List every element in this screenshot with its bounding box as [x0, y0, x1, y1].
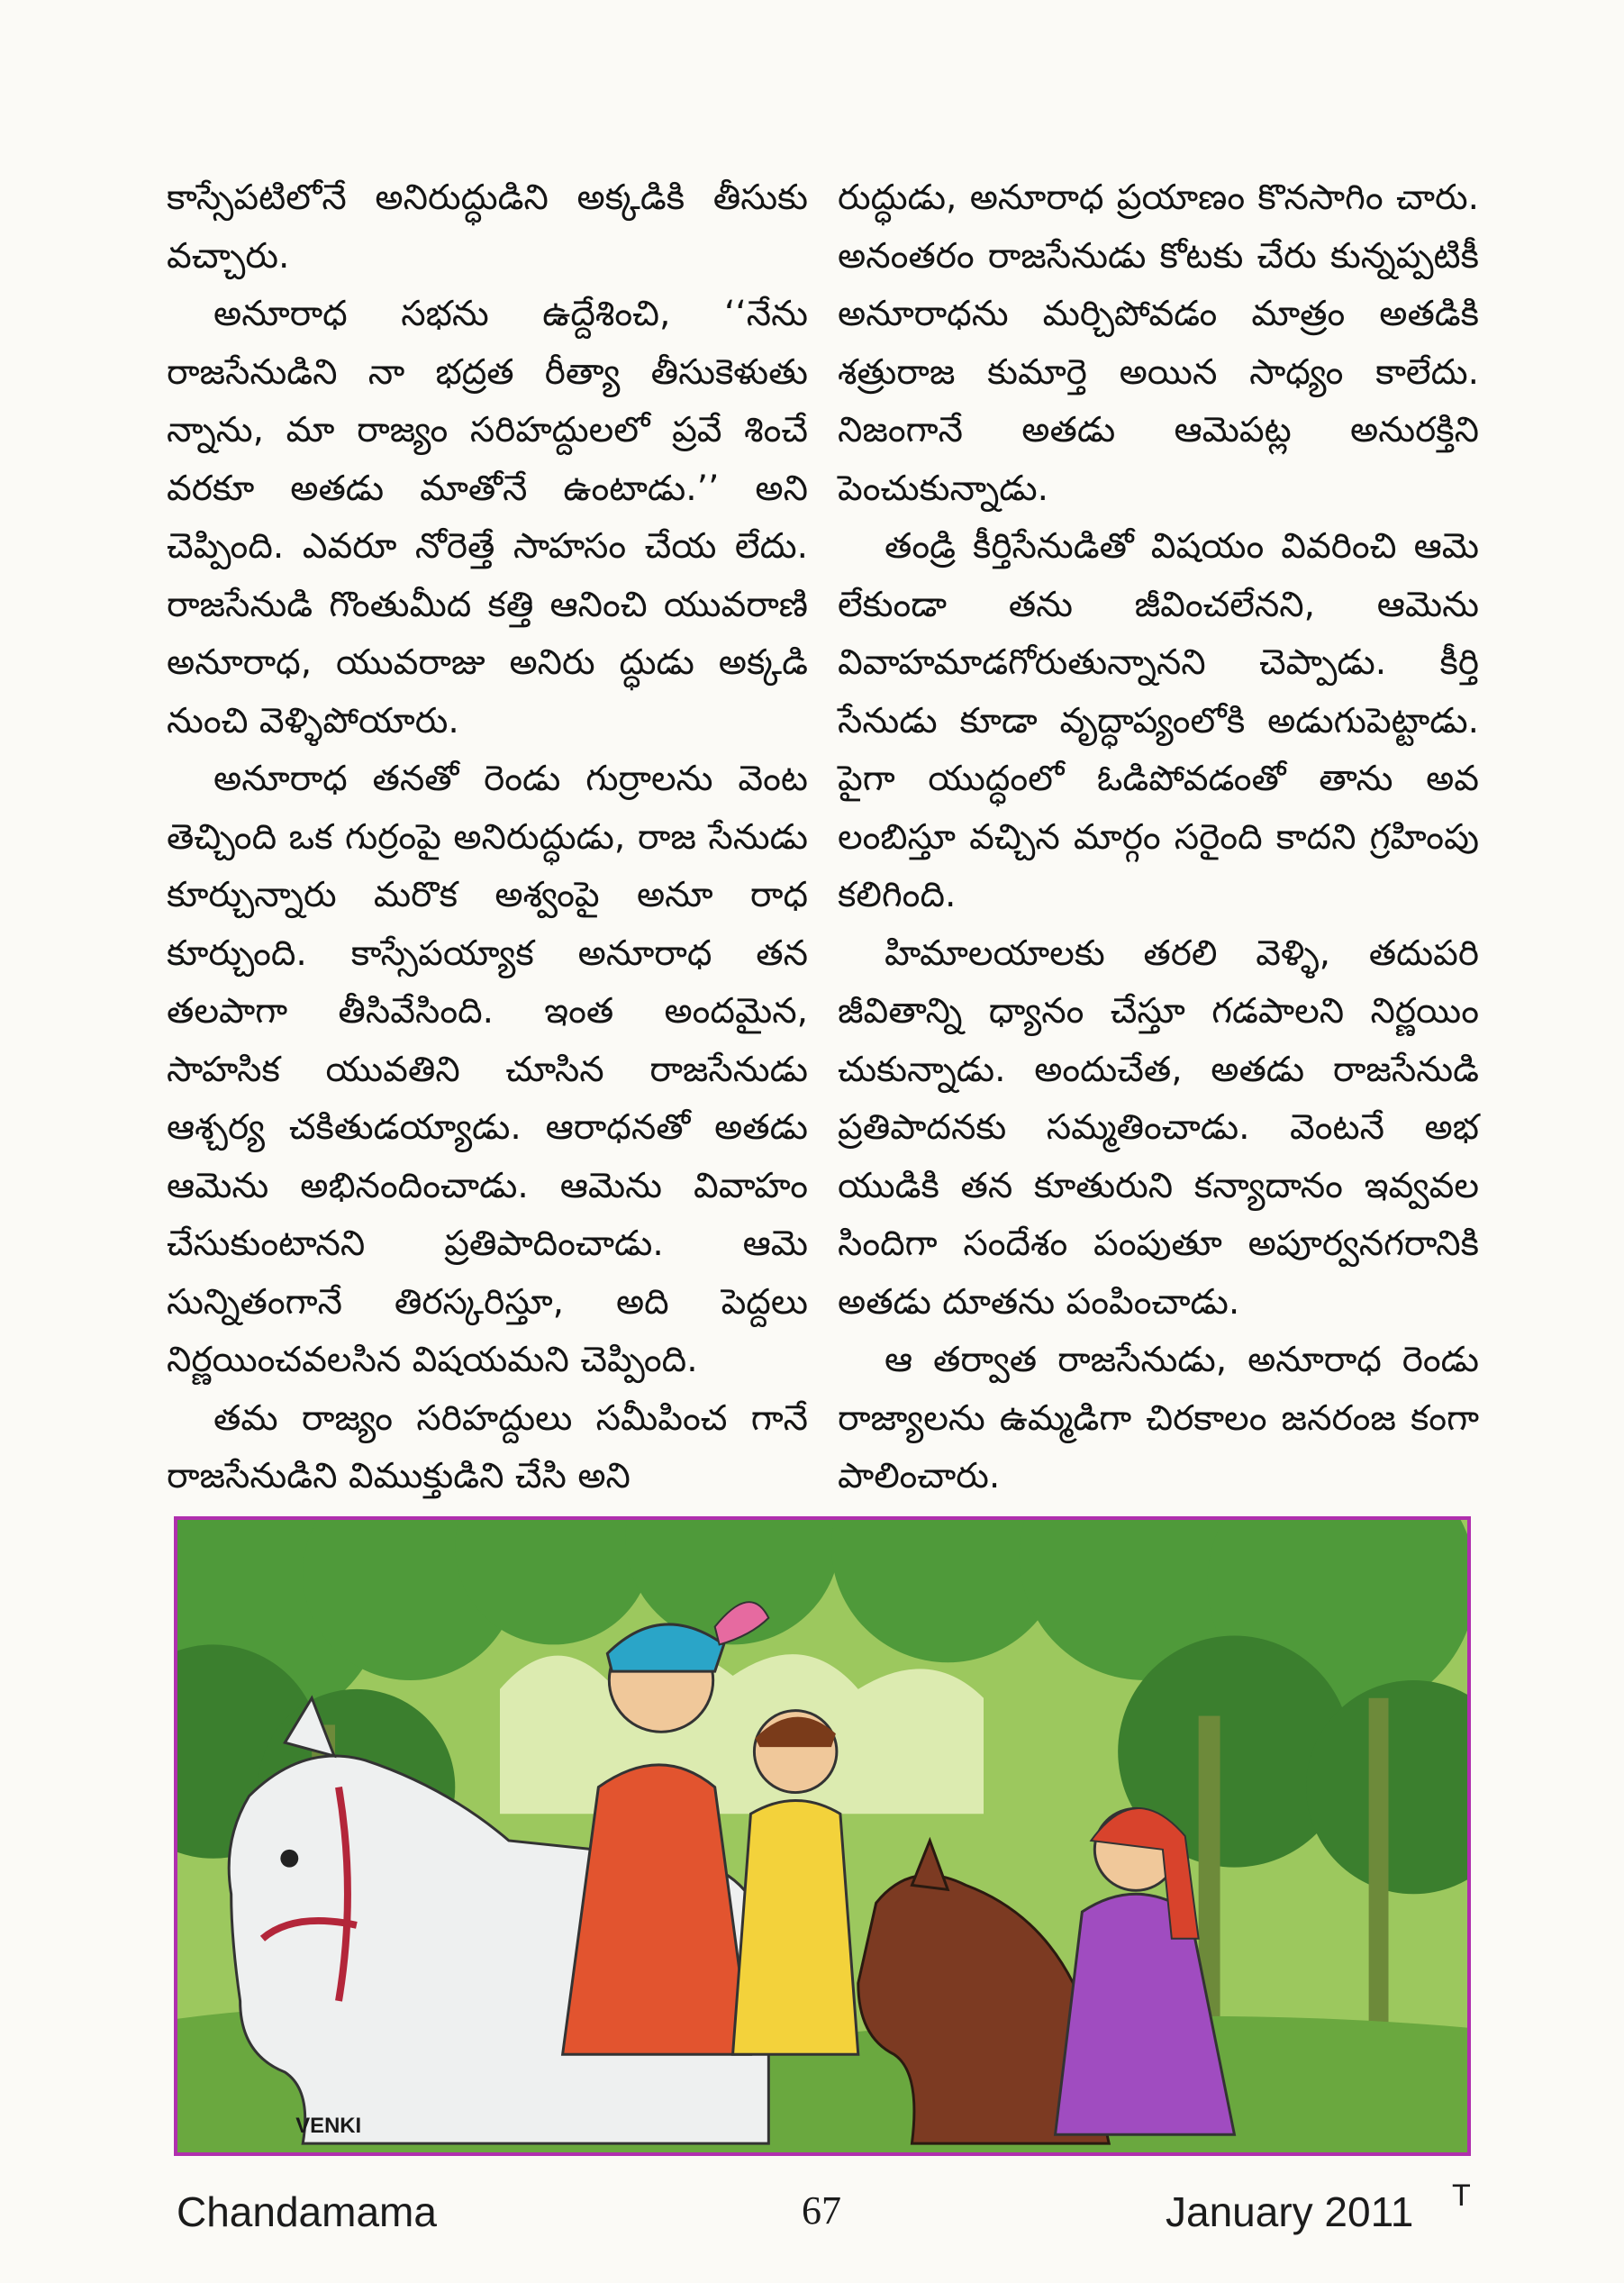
paragraph: తండ్రి కీర్తిసేనుడితో విషయం వివరించి ఆమె లేకుండా తను జీవించలేనని, ఆమెను వివాహమాడగోరుతున్నానని చెప్పాడు. కీర్తి సేనుడు కూడా వృద్ధాప్యంలోకి అడుగుపెట్టాడు. పైగా యుద్ధంలో ఓడిపోవడంతో తాను అవ లంబిస్తూ వచ్చిన మార్గం సరైంది కాదని గ్రహింపు కలిగింది.: [838, 526, 1479, 915]
horse-riders-illustration: [177, 1520, 1467, 2152]
paragraph: అనూరాధ తనతో రెండు గుర్రాలను వెంట తెచ్చింది ఒక గుర్రంపై అనిరుద్ధుడు, రాజ సేనుడు కూర్చున్నారు మరొక అశ్వంపై అనూ రాధ కూర్చుంది. కాస్సేపయ్యాక అనూరాధ తన తలపాగా తీసివేసింది. ఇంత అందమైన, సాహసిక యువతిని చూసిన రాజసేనుడు ఆశ్చర్య చకితుడయ్యాడు. ఆరాధనతో అతడు ఆమెను అభినందించాడు. ఆమెను వివాహం చేసుకుంటానని ప్రతిపాదించాడు. ఆమె సున్నితంగానే తిరస్కరిస్తూ, అది పెద్దలు నిర్ణయించవలసిన విషయమని చెప్పింది.: [167, 759, 808, 1380]
page-number: 67: [802, 2188, 841, 2233]
right-text-column: [838, 169, 1479, 1506]
left-text-column: [167, 169, 808, 1506]
artist-signature: VENKI: [295, 2114, 362, 2139]
corner-mark: T: [1452, 2178, 1471, 2213]
paragraph: కాస్సేపటిలోనే అనిరుద్ధుడిని అక్కడికి తీసుకు వచ్చారు.: [167, 177, 808, 277]
paragraph: రుద్ధుడు, అనూరాధ ప్రయాణం కొనసాగిం చారు. అనంతరం రాజసేనుడు కోటకు చేరు కున్నప్పటికీ అనూరాధను మర్చిపోవడం మాత్రం అతడికి శత్రురాజ కుమార్తె అయిన సాధ్యం కాలేదు. నిజంగానే అతడు ఆమెపట్ల అనురక్తిని పెంచుకున్నాడు.: [838, 177, 1479, 509]
story-illustration: [174, 1516, 1471, 2156]
issue-date: January 2011: [1166, 2188, 1414, 2235]
paragraph: హిమాలయాలకు తరలి వెళ్ళి, తదుపరి జీవితాన్ని ధ్యానం చేస్తూ గడపాలని నిర్ణయిం చుకున్నాడు. అందుచేత, అతడు రాజసేనుడి ప్రతిపాదనకు సమ్మతించాడు. వెంటనే అభ యుడికి తన కూతురుని కన్యాదానం ఇవ్వవల సిందిగా సందేశం పంపుతూ అపూర్వనగరానికి అతడు దూతను పంపించాడు.: [838, 932, 1479, 1323]
paragraph: ఆ తర్వాత రాజసేనుడు, అనూరాధ రెండు రాజ్యాలను ఉమ్మడిగా చిరకాలం జనరంజ కంగా పాలించారు.: [838, 1340, 1479, 1496]
paragraph: అనూరాధ సభను ఉద్దేశించి, ‘‘నేను రాజసేనుడిని నా భద్రత రీత్యా తీసుకెళుతు న్నాను, మా రాజ్యం సరిహద్దులలో ప్రవే శించే వరకూ అతడు మాతోనే ఉంటాడు.’’ అని చెప్పింది. ఎవరూ నోరెత్తే సాహసం చేయ లేదు. రాజసేనుడి గొంతుమీద కత్తి ఆనించి యువరాణి అనూరాధ, యువరాజు అనిరు ద్ధుడు అక్కడి నుంచి వెళ్ళిపోయారు.: [167, 294, 808, 741]
paragraph: తమ రాజ్యం సరిహద్దులు సమీపించ గానే రాజసేనుడిని విముక్తుడిని చేసి అని: [167, 1397, 808, 1496]
magazine-name: Chandamama: [177, 2188, 437, 2235]
